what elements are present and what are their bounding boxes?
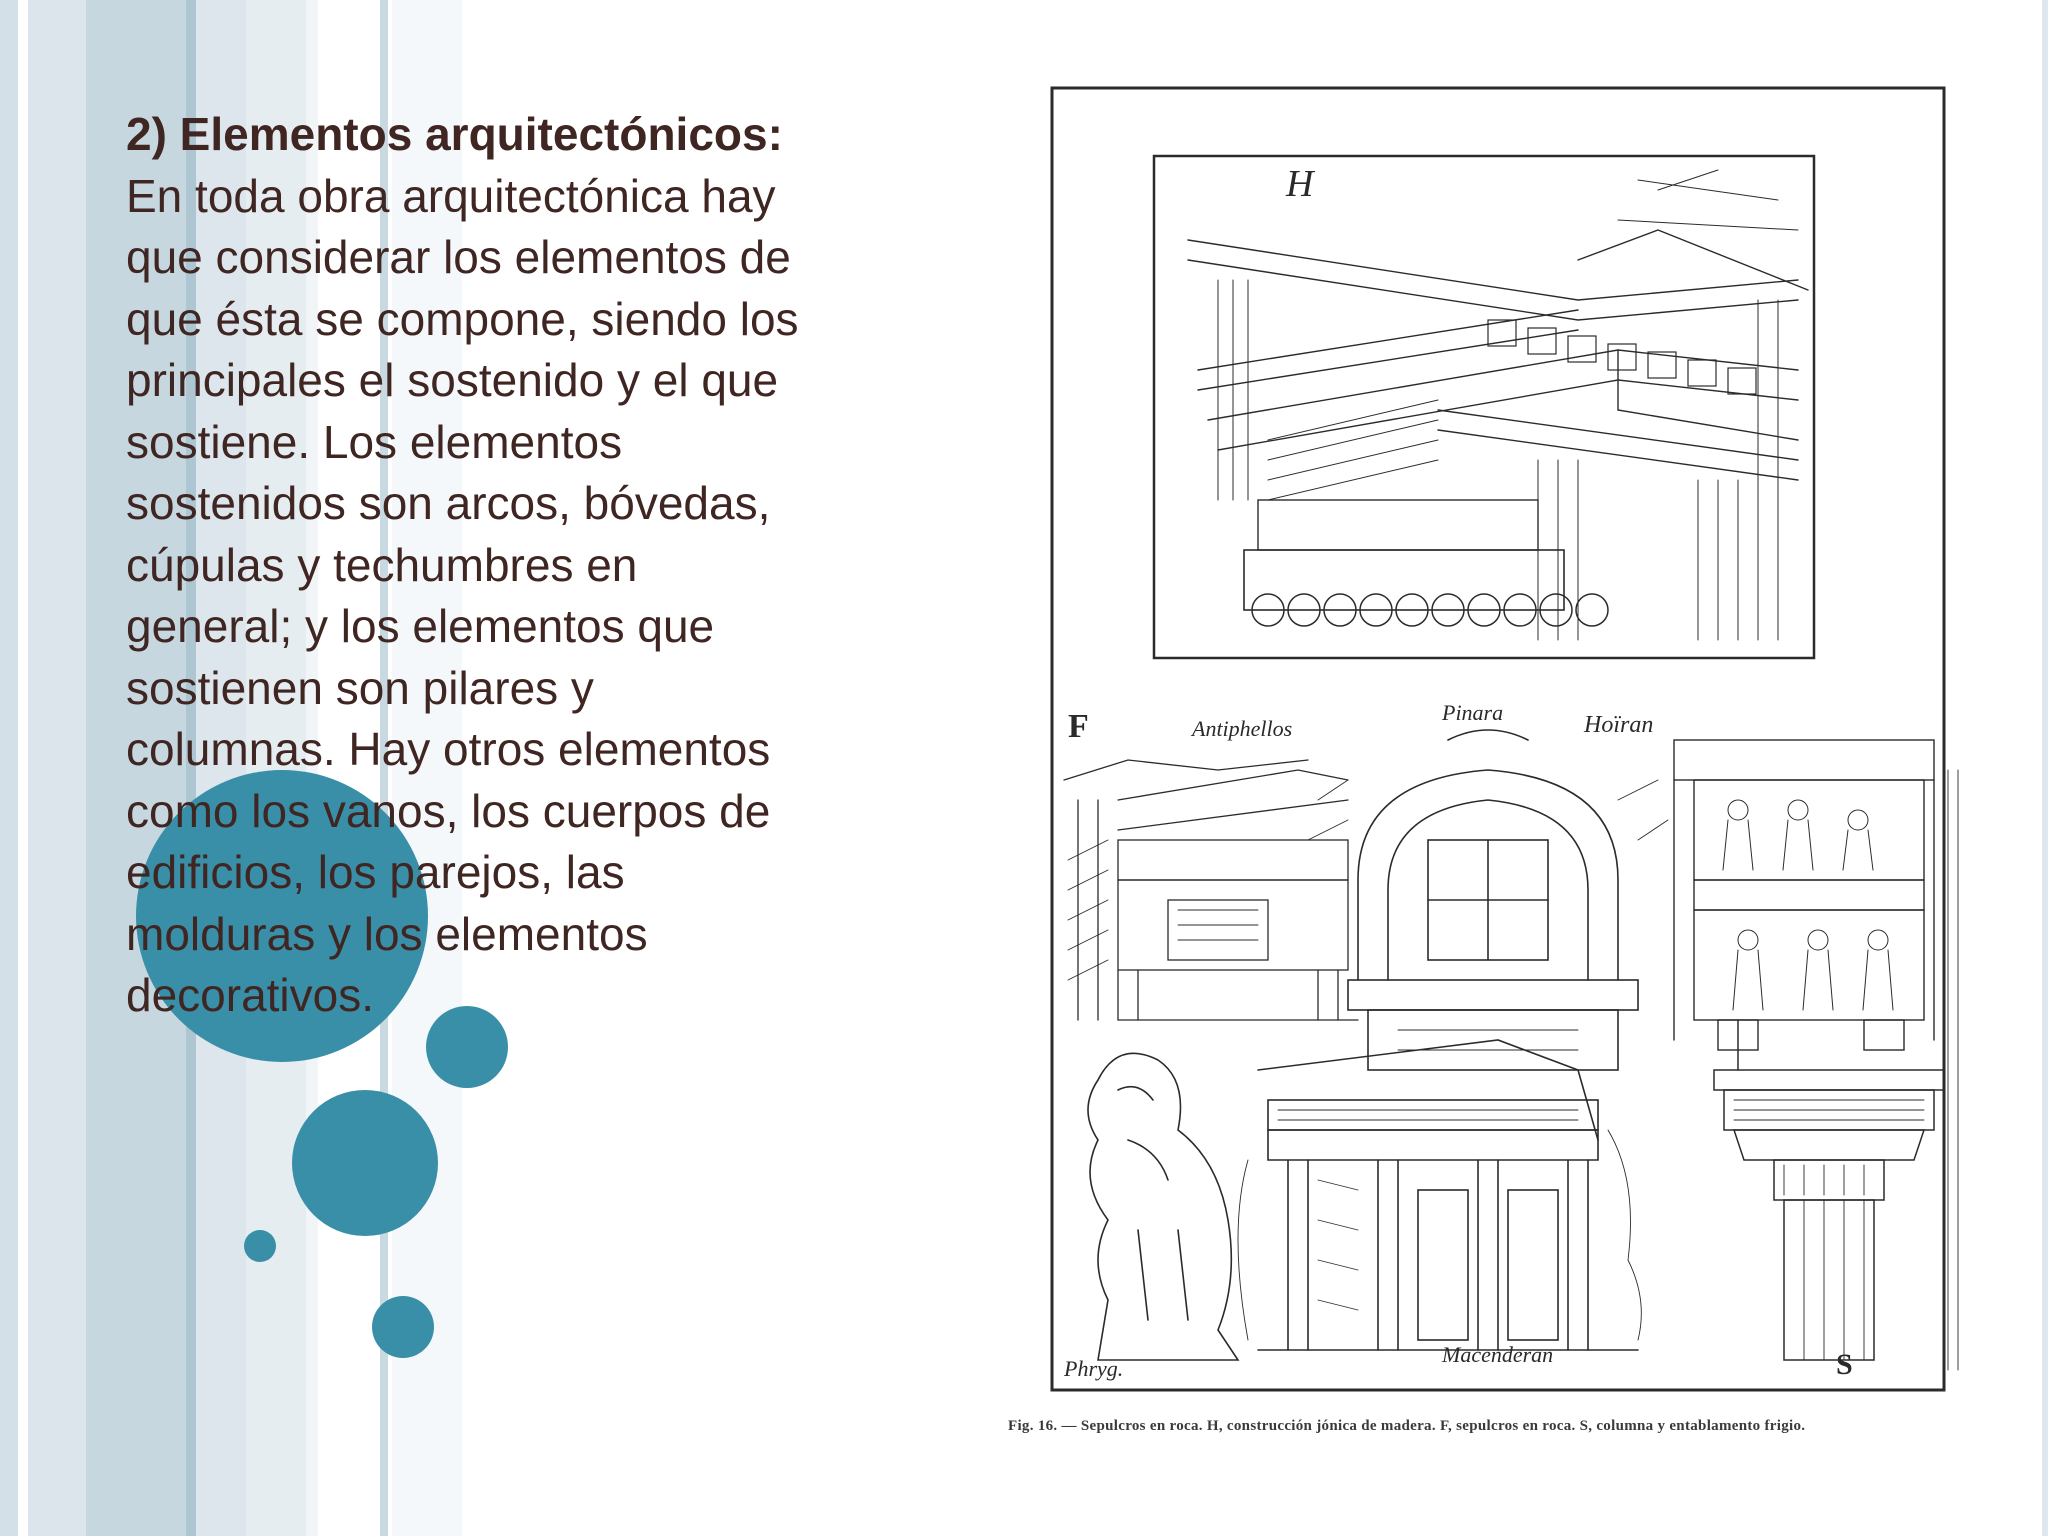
decor-circle-small <box>372 1296 434 1358</box>
figure-caption: Fig. 16. — Sepulcros en roca. H, construcción jónica de madera. F, sepulcros en roca. S, columna y entablamento frigio. <box>1008 1418 1806 1434</box>
slide-heading: 2) Elementos arquitectónicos: <box>126 108 783 160</box>
body-line: sostienen son pilares y <box>126 661 594 714</box>
decor-stripe <box>0 0 18 1536</box>
body-line: edificios, los parejos, las <box>126 846 625 898</box>
decor-stripe-right <box>2042 0 2048 1536</box>
figure-label-f: F <box>1068 708 1089 745</box>
body-line: general; y los elementos que <box>126 600 715 652</box>
body-line: principales el sostenido y el que <box>126 354 779 406</box>
figure-label-hoiran: Hoïran <box>1584 712 1654 738</box>
decor-stripe <box>18 0 28 1536</box>
body-line: que ésta se compone, siendo los <box>126 292 799 345</box>
architecture-illustration <box>1018 80 1978 1450</box>
figure-label-phryg: Phryg. <box>1064 1356 1124 1381</box>
figure-label-macenderan: Macenderan <box>1442 1342 1554 1367</box>
figure-label-h: H <box>1286 163 1314 205</box>
figure-label-antiphellos: Antiphellos <box>1192 716 1293 741</box>
body-line: molduras y los elementos <box>126 907 648 960</box>
decor-circle-medium <box>292 1090 438 1236</box>
figure-label-s: S <box>1836 1348 1853 1381</box>
figure-label-pinara: Pinara <box>1442 700 1504 725</box>
body-line: cúpulas y techumbres en <box>126 538 638 591</box>
slide-body <box>126 104 906 1027</box>
decor-circle-tiny <box>244 1230 276 1262</box>
body-line: sostiene. Los elementos <box>126 415 623 468</box>
body-line: como los vanos, los cuerpos de <box>126 784 771 837</box>
decor-stripe <box>28 0 86 1536</box>
body-line: sostenidos son arcos, bóvedas, <box>126 477 771 529</box>
illustration-drawing <box>1018 80 1978 1450</box>
body-line: En toda obra arquitectónica hay <box>126 169 776 222</box>
body-line: columnas. Hay otros elementos <box>126 723 771 775</box>
body-line: que considerar los elementos de <box>126 231 791 283</box>
body-line: decorativos. <box>126 969 375 1021</box>
